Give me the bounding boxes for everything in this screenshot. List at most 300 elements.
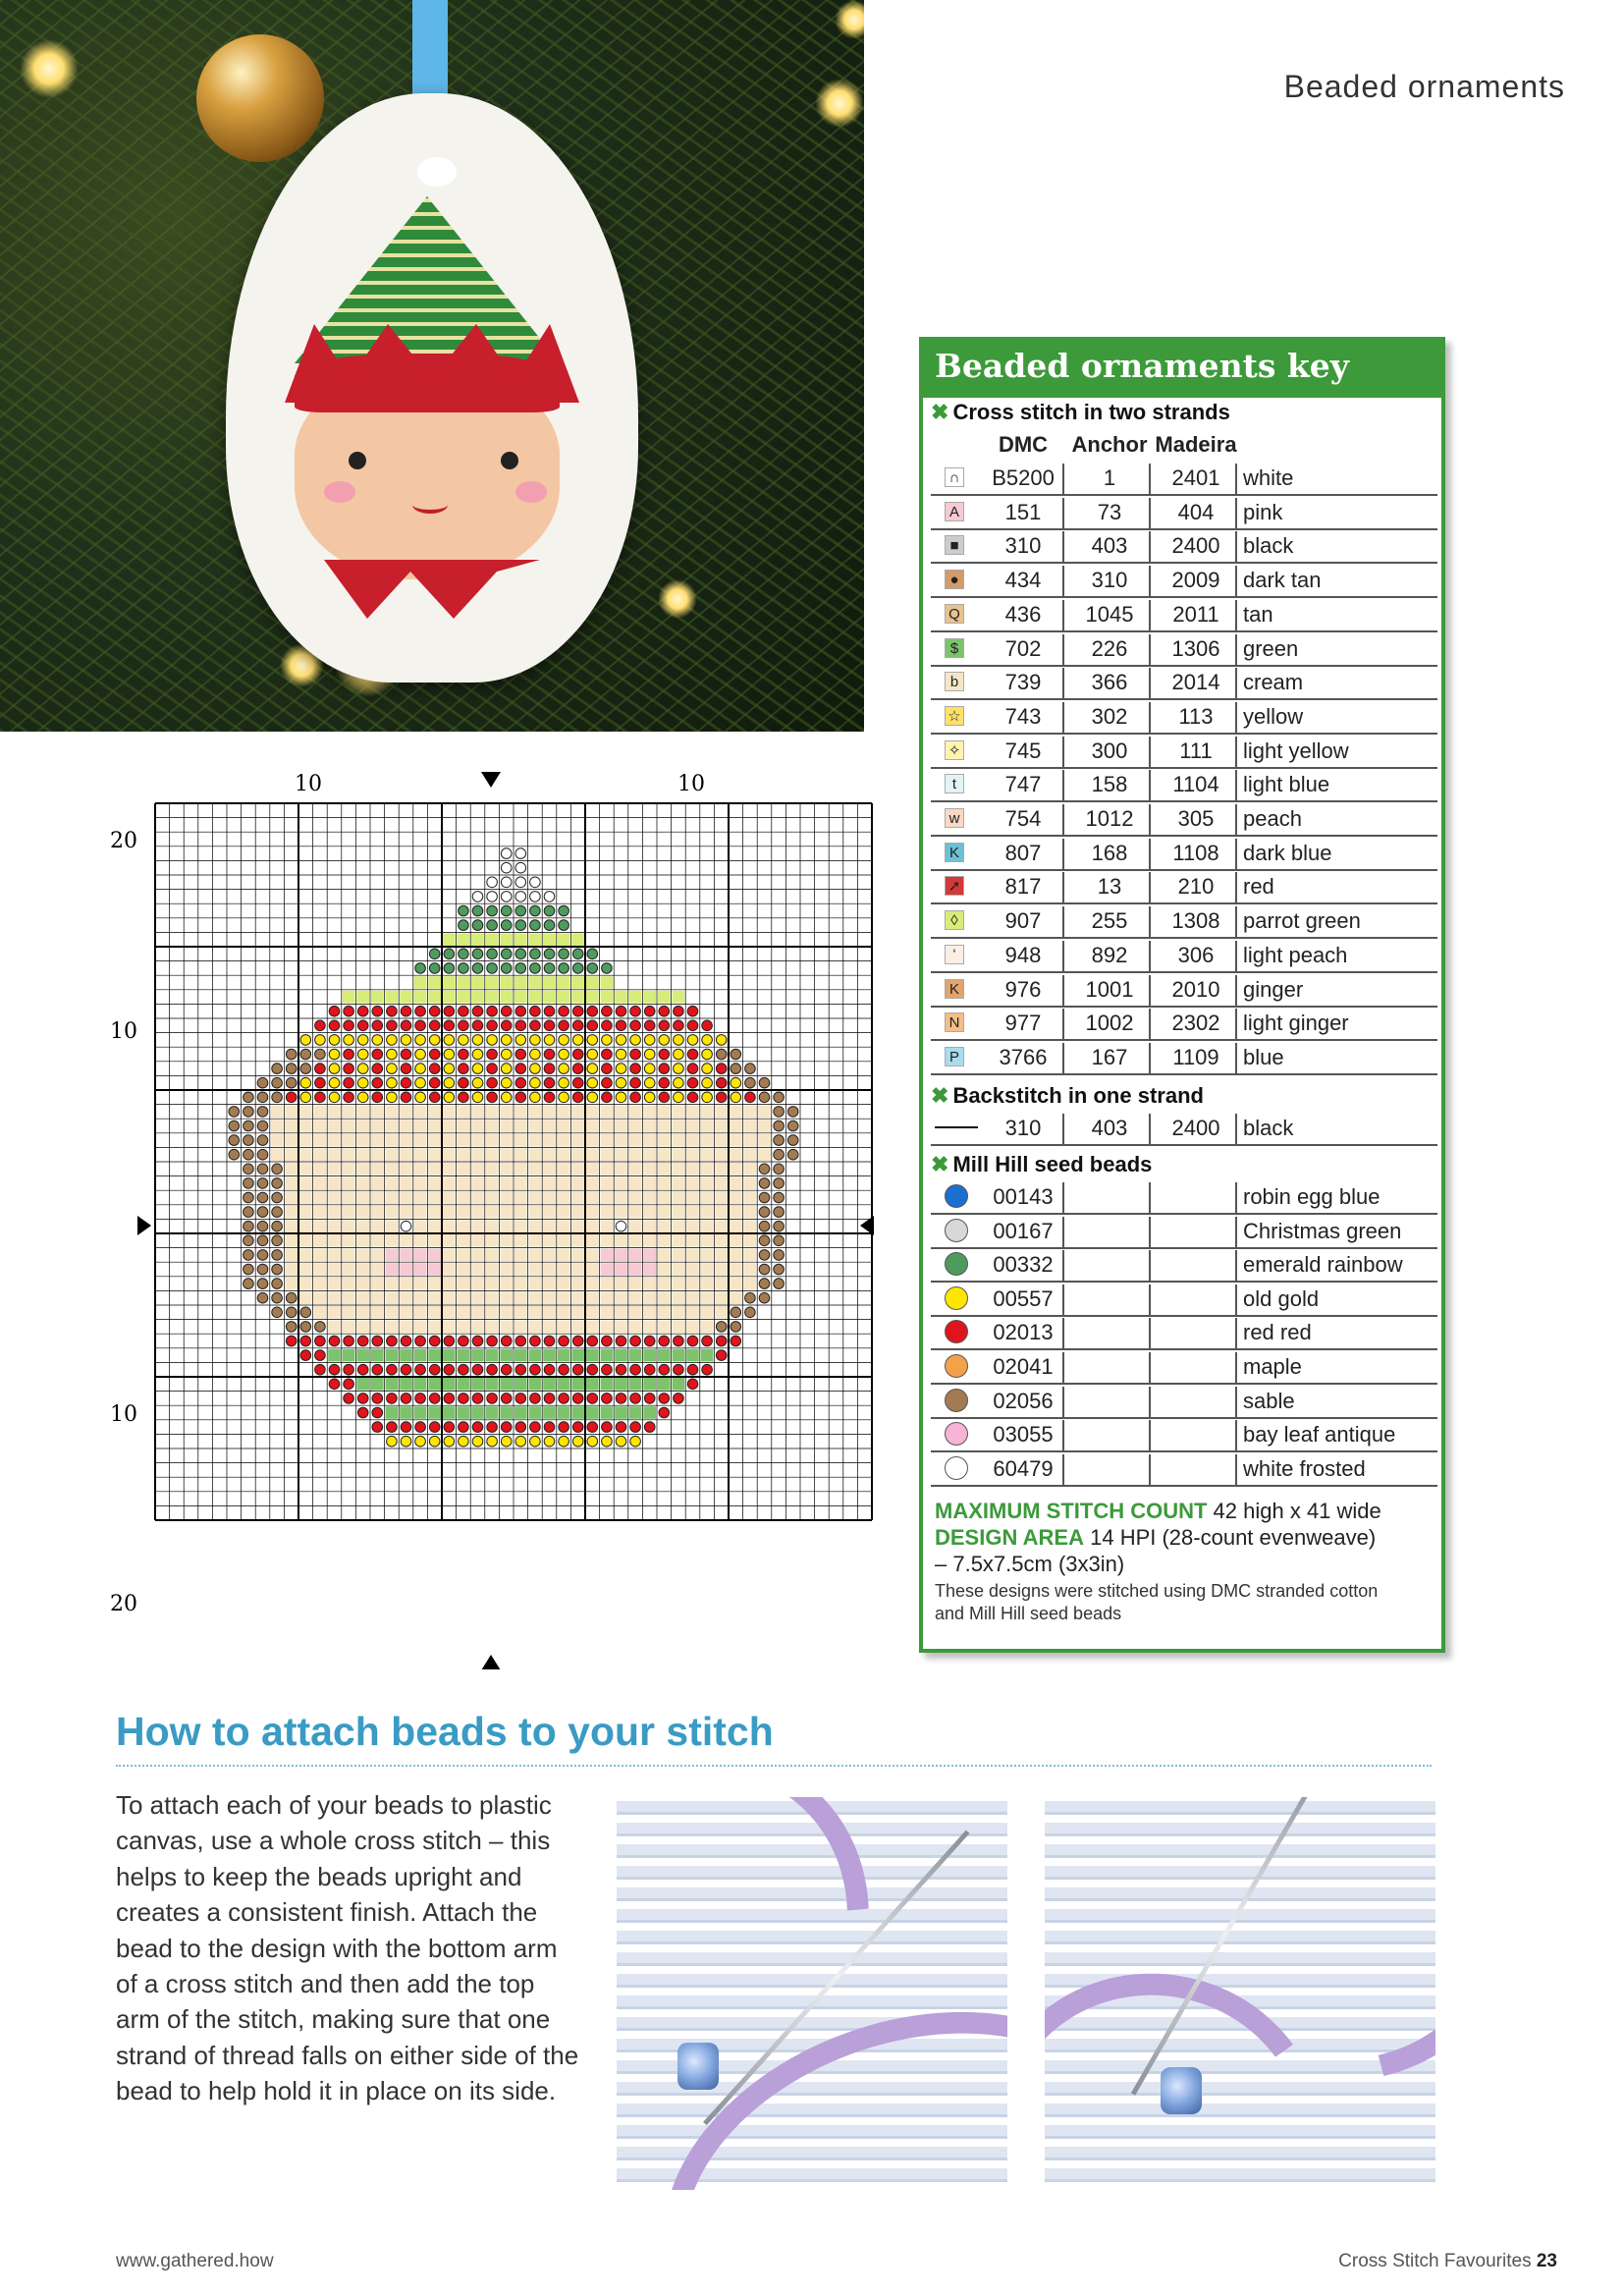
bead-stitch	[759, 1292, 770, 1303]
bead-row	[931, 1315, 1437, 1350]
bead-stitch	[674, 1035, 684, 1046]
cross-stitch	[386, 1191, 399, 1204]
cross-stitch	[428, 1163, 441, 1175]
bead-stitch	[472, 1006, 483, 1016]
cross-stitch	[386, 1120, 399, 1132]
cross-stitch	[529, 991, 542, 1004]
bead-stitch	[300, 1336, 311, 1346]
dmc-value: 310	[1004, 1116, 1042, 1140]
cross-stitch	[328, 1134, 341, 1147]
cross-stitch	[658, 1291, 671, 1304]
cross-stitch	[571, 1234, 584, 1247]
cross-stitch	[486, 1263, 499, 1276]
cross-stitch	[271, 1134, 284, 1147]
cross-stitch	[715, 1191, 728, 1204]
bead-stitch	[344, 1077, 354, 1088]
cross-stitch	[701, 1106, 714, 1119]
cross-stitch	[386, 1378, 399, 1391]
cross-stitch	[386, 1321, 399, 1334]
cross-stitch	[643, 1291, 656, 1304]
bead-stitch	[731, 1064, 741, 1074]
bead-stitch	[644, 1077, 655, 1088]
bead-stitch	[472, 1422, 483, 1433]
cross-stitch	[471, 1321, 484, 1334]
cross-stitch	[514, 1406, 527, 1419]
bead-stitch	[587, 1020, 598, 1031]
cross-stitch	[686, 1206, 699, 1219]
cross-stitch	[543, 1291, 556, 1304]
stitch-count-info	[935, 1498, 1435, 1577]
cross-stitch	[328, 1120, 341, 1132]
cross-stitch	[443, 1263, 456, 1276]
madeira-value: 2400	[1171, 1116, 1220, 1140]
cross-stitch	[529, 1148, 542, 1161]
cross-stitch	[371, 1349, 384, 1362]
cross-stitch	[673, 1234, 685, 1247]
bead-stitch	[759, 1077, 770, 1088]
cross-stitch	[386, 1234, 399, 1247]
cross-stitch	[471, 1177, 484, 1190]
bead-stitch	[315, 1350, 326, 1361]
cross-stitch	[529, 1206, 542, 1219]
cross-stitch	[529, 1163, 542, 1175]
cross-stitch	[458, 933, 470, 946]
ornament-photo	[0, 0, 864, 732]
bead-stitch	[429, 1336, 440, 1346]
thread-symbol-icon: ʻ	[945, 945, 964, 964]
cross-stitch	[486, 1220, 499, 1232]
bead-stitch	[630, 1035, 641, 1046]
cross-stitch	[571, 1249, 584, 1262]
design-area-size: – 7.5x7.5cm (3x3in)	[935, 1552, 1125, 1576]
cross-stitch	[558, 1349, 570, 1362]
cross-stitch	[356, 1220, 369, 1232]
cross-stitch	[299, 1177, 312, 1190]
cross-stitch	[458, 1278, 470, 1290]
cross-stitch	[643, 1191, 656, 1204]
cross-stitch	[686, 1177, 699, 1190]
cross-stitch	[758, 1134, 771, 1147]
madeira-value: 2400	[1171, 533, 1220, 559]
bead-stitch	[459, 949, 469, 959]
bead-stitch	[429, 963, 440, 974]
bead-stitch	[472, 1092, 483, 1103]
key-section-cross: ✖ Cross stitch in two strands	[931, 400, 1230, 424]
cross-stitch	[615, 1206, 627, 1219]
cross-stitch	[299, 1278, 312, 1290]
bead-stitch	[300, 1049, 311, 1060]
bead-stitch	[630, 1336, 641, 1346]
bead-stitch	[459, 1364, 469, 1375]
bead-stitch	[530, 892, 541, 902]
dmc-value: 310	[1004, 533, 1042, 559]
bead-stitch	[472, 1020, 483, 1031]
dmc-value: 702	[1004, 635, 1042, 661]
bead-stitch	[745, 1292, 756, 1303]
cross-stitch	[271, 1106, 284, 1119]
key-row	[931, 665, 1437, 700]
bead-stitch	[515, 920, 526, 931]
bead-stitch	[444, 1336, 455, 1346]
thread-symbol-icon: K	[945, 979, 964, 999]
thread-symbol-icon: $	[945, 638, 964, 658]
cross-stitch	[500, 1349, 513, 1362]
cross-stitch	[543, 1406, 556, 1419]
bead-stitch	[687, 1364, 698, 1375]
cross-stitch	[629, 1106, 642, 1119]
cross-stitch	[500, 1278, 513, 1290]
fairy-light	[815, 79, 864, 128]
bead-stitch	[286, 1292, 297, 1303]
bead-stitch	[372, 1422, 383, 1433]
cross-stitch	[629, 1163, 642, 1175]
cross-stitch	[471, 1291, 484, 1304]
bead-stitch	[429, 1364, 440, 1375]
cross-stitch	[500, 1120, 513, 1132]
cross-stitch	[673, 1306, 685, 1319]
bead-stitch	[544, 920, 555, 931]
cross-stitch	[471, 1249, 484, 1262]
dmc-value: 976	[1004, 976, 1042, 1002]
cross-stitch	[615, 1406, 627, 1419]
cross-stitch	[458, 1106, 470, 1119]
cross-stitch	[586, 1191, 599, 1204]
bead-stitch	[415, 1436, 426, 1447]
cross-stitch	[486, 1278, 499, 1290]
cross-stitch	[500, 1191, 513, 1204]
bead-stitch	[674, 1336, 684, 1346]
bead-stitch	[459, 1020, 469, 1031]
bead-stitch	[487, 877, 498, 888]
cross-stitch	[529, 1321, 542, 1334]
bead-stitch	[674, 1064, 684, 1074]
bead-stitch	[602, 1020, 613, 1031]
bead-stitch	[372, 1336, 383, 1346]
cross-stitch	[285, 1106, 298, 1119]
bead-stitch	[344, 1379, 354, 1390]
cross-stitch	[558, 1291, 570, 1304]
bead-stitch	[559, 1006, 569, 1016]
bead-stitch	[487, 920, 498, 931]
cross-stitch	[571, 1163, 584, 1175]
cross-stitch	[673, 1163, 685, 1175]
bead-stitch	[559, 1092, 569, 1103]
bead-stitch	[501, 905, 512, 916]
thread-symbol-icon: b	[945, 672, 964, 691]
key-row	[931, 461, 1437, 496]
bead-stitch	[630, 1092, 641, 1103]
thread-symbol-icon: P	[945, 1047, 964, 1066]
bead-stitch	[257, 1292, 268, 1303]
bead-stitch	[587, 1077, 598, 1088]
madeira-value: 2401	[1171, 465, 1220, 490]
bead-stitch	[429, 1020, 440, 1031]
cross-stitch	[371, 1249, 384, 1262]
cross-stitch	[615, 1106, 627, 1119]
cross-stitch	[514, 1120, 527, 1132]
cross-stitch	[701, 1220, 714, 1232]
cross-stitch	[643, 1163, 656, 1175]
bead-stitch	[487, 1436, 498, 1447]
bead-stitch	[616, 1035, 626, 1046]
bead-stitch	[530, 1020, 541, 1031]
bead-stitch	[515, 1092, 526, 1103]
cross-stitch	[356, 1306, 369, 1319]
bead-stitch	[487, 949, 498, 959]
bead-stitch	[687, 1336, 698, 1346]
cross-stitch	[601, 991, 614, 1004]
cross-stitch	[299, 1249, 312, 1262]
bead-swatch-icon	[945, 1422, 968, 1446]
cross-stitch	[458, 1349, 470, 1362]
color-name: black	[1243, 533, 1294, 559]
cross-stitch	[514, 1249, 527, 1262]
cross-stitch	[629, 1220, 642, 1232]
cross-stitch	[571, 1321, 584, 1334]
cross-stitch	[558, 1249, 570, 1262]
cross-stitch	[400, 1134, 412, 1147]
cross-stitch	[529, 1134, 542, 1147]
bead-stitch	[401, 1035, 411, 1046]
cross-stitch	[543, 1278, 556, 1290]
cross-stitch	[643, 1378, 656, 1391]
bead-stitch	[559, 1035, 569, 1046]
bead-stitch	[559, 905, 569, 916]
bead-stitch	[616, 1020, 626, 1031]
cross-stitch	[500, 991, 513, 1004]
cross-stitch	[443, 1349, 456, 1362]
cross-stitch	[486, 933, 499, 946]
bead-stitch	[415, 1336, 426, 1346]
bead-stitch	[644, 1422, 655, 1433]
bead-stitch	[300, 1092, 311, 1103]
bead-stitch	[459, 1336, 469, 1346]
bead-stitch	[530, 1393, 541, 1404]
bead-stitch	[459, 1049, 469, 1060]
cross-stitch	[571, 1278, 584, 1290]
cross-stitch	[314, 1306, 327, 1319]
cross-stitch	[343, 1263, 355, 1276]
bead-stitch	[602, 1393, 613, 1404]
key-title: Beaded ornaments key	[923, 341, 1441, 398]
cross-stitch	[744, 1191, 757, 1204]
bead-stitch	[329, 1035, 340, 1046]
bead-stitch	[429, 949, 440, 959]
cross-stitch	[744, 1163, 757, 1175]
cross-stitch	[328, 1278, 341, 1290]
bead-stitch	[244, 1164, 254, 1175]
bead-stitch	[644, 1049, 655, 1060]
cross-stitch	[414, 1349, 427, 1362]
center-arrow-top	[481, 772, 501, 788]
cross-stitch	[500, 1406, 513, 1419]
bead-stitch	[587, 1364, 598, 1375]
cross-stitch	[400, 1120, 412, 1132]
cross-stitch	[558, 1321, 570, 1334]
cross-stitch	[529, 1406, 542, 1419]
anchor-value: 73	[1097, 499, 1122, 524]
bead-stitch	[257, 1235, 268, 1246]
cross-stitch	[744, 1234, 757, 1247]
cross-stitch	[400, 1291, 412, 1304]
cross-stitch	[586, 1249, 599, 1262]
cross-stitch	[701, 1206, 714, 1219]
bead-stitch	[357, 1092, 368, 1103]
cross-stitch	[458, 976, 470, 989]
cross-stitch	[428, 1406, 441, 1419]
cross-stitch	[730, 1148, 742, 1161]
bead-stitch	[501, 1035, 512, 1046]
cross-stitch	[428, 1234, 441, 1247]
bead-stitch	[444, 1092, 455, 1103]
cross-stitch	[730, 1120, 742, 1132]
cross-stitch	[673, 1134, 685, 1147]
bead-stitch	[286, 1322, 297, 1333]
bead-stitch	[257, 1149, 268, 1160]
bead-stitch	[644, 1064, 655, 1074]
bead-stitch	[459, 1436, 469, 1447]
cross-stitch	[643, 1306, 656, 1319]
bead-stitch	[602, 1064, 613, 1074]
bead-stitch	[272, 1077, 283, 1088]
cross-stitch	[328, 1263, 341, 1276]
cross-stitch	[500, 1148, 513, 1161]
color-name: light yellow	[1243, 738, 1349, 763]
cross-stitch	[314, 1249, 327, 1262]
bead-name: bay leaf antique	[1243, 1422, 1396, 1448]
madeira-value: 1108	[1172, 840, 1219, 865]
cross-stitch	[414, 1220, 427, 1232]
cross-stitch	[586, 1206, 599, 1219]
cross-stitch	[586, 991, 599, 1004]
bead-stitch	[344, 1364, 354, 1375]
cross-stitch	[486, 1191, 499, 1204]
bead-stitch	[272, 1064, 283, 1074]
cross-stitch	[686, 1349, 699, 1362]
bead-stitch	[272, 1292, 283, 1303]
bead-stitch	[674, 1077, 684, 1088]
cross-stitch	[673, 1349, 685, 1362]
cross-stitch	[500, 1321, 513, 1334]
cross-stitch	[343, 1177, 355, 1190]
bead-stitch	[572, 1436, 583, 1447]
dmc-value: 948	[1004, 942, 1042, 967]
bead-stitch	[415, 1035, 426, 1046]
bead-stitch	[257, 1092, 268, 1103]
anchor-value: 168	[1091, 840, 1128, 865]
bead-name: old gold	[1243, 1285, 1320, 1311]
bead-stitch	[444, 949, 455, 959]
bead-stitch	[372, 1077, 383, 1088]
cross-stitch	[701, 1134, 714, 1147]
bead-stitch	[644, 1092, 655, 1103]
bead-stitch	[774, 1149, 785, 1160]
bead-stitch	[630, 1393, 641, 1404]
cross-stitch	[658, 1234, 671, 1247]
cross-stitch	[629, 1134, 642, 1147]
bead-stitch	[716, 1064, 727, 1074]
cross-stitch	[701, 1349, 714, 1362]
bead-stitch	[315, 1322, 326, 1333]
bead-stitch	[544, 892, 555, 902]
bead-stitch	[716, 1077, 727, 1088]
cross-stitch	[414, 976, 427, 989]
cross-stitch	[715, 1120, 728, 1132]
cross-stitch	[686, 1106, 699, 1119]
cross-stitch	[586, 1321, 599, 1334]
bead-stitch	[401, 1049, 411, 1060]
bead-stitch	[444, 1393, 455, 1404]
cross-stitch	[414, 1249, 427, 1262]
cross-stitch	[299, 1148, 312, 1161]
bead-stitch	[429, 1049, 440, 1060]
cross-stitch	[314, 1263, 327, 1276]
bead-stitch	[572, 1064, 583, 1074]
bead-stitch	[659, 1393, 670, 1404]
bead-row	[931, 1282, 1437, 1317]
cross-stitch	[443, 1406, 456, 1419]
cross-stitch	[400, 1263, 412, 1276]
bead-stitch	[774, 1120, 785, 1131]
bead-stitch	[501, 1049, 512, 1060]
cross-stitch	[558, 1306, 570, 1319]
cross-stitch	[443, 933, 456, 946]
cross-stitch	[471, 933, 484, 946]
cross-stitch	[586, 1177, 599, 1190]
cross-stitch	[701, 1191, 714, 1204]
cross-stitch	[371, 1191, 384, 1204]
bead-stitch	[716, 1350, 727, 1361]
cross-stitch	[285, 1120, 298, 1132]
cross-stitch	[615, 1120, 627, 1132]
bead-stitch	[501, 1436, 512, 1447]
cross-stitch	[356, 1120, 369, 1132]
bead-stitch	[559, 1393, 569, 1404]
cross-stitch	[343, 1134, 355, 1147]
bead-stitch	[357, 1006, 368, 1016]
cross-stitch	[471, 1234, 484, 1247]
madeira-value: 2011	[1172, 601, 1219, 627]
bead-stitch	[372, 1364, 383, 1375]
bead-stitch	[787, 1135, 798, 1146]
cross-stitch	[686, 1120, 699, 1132]
cross-stitch	[443, 1106, 456, 1119]
chart-top-label-right: 10	[677, 772, 705, 796]
cross-stitch	[514, 1206, 527, 1219]
bead-stitch	[229, 1107, 240, 1118]
cross-stitch	[443, 1378, 456, 1391]
bead-stitch	[530, 1422, 541, 1433]
bead-name: white frosted	[1243, 1455, 1366, 1481]
cross-stitch	[486, 976, 499, 989]
cross-stitch	[758, 1106, 771, 1119]
bead-stitch	[544, 1364, 555, 1375]
bead-stitch	[244, 1192, 254, 1203]
cross-stitch	[386, 1106, 399, 1119]
bead-stitch	[344, 1035, 354, 1046]
bead-stitch	[344, 1336, 354, 1346]
bead-stitch	[315, 1092, 326, 1103]
cross-stitch	[629, 1249, 642, 1262]
cross-stitch	[514, 1263, 527, 1276]
elf-mouth	[412, 496, 448, 514]
bead-stitch	[659, 1336, 670, 1346]
bead-stitch	[444, 1064, 455, 1074]
bead-stitch	[387, 1035, 398, 1046]
bead-stitch	[444, 1422, 455, 1433]
bead-stitch	[602, 1092, 613, 1103]
bead-stitch	[244, 1279, 254, 1289]
